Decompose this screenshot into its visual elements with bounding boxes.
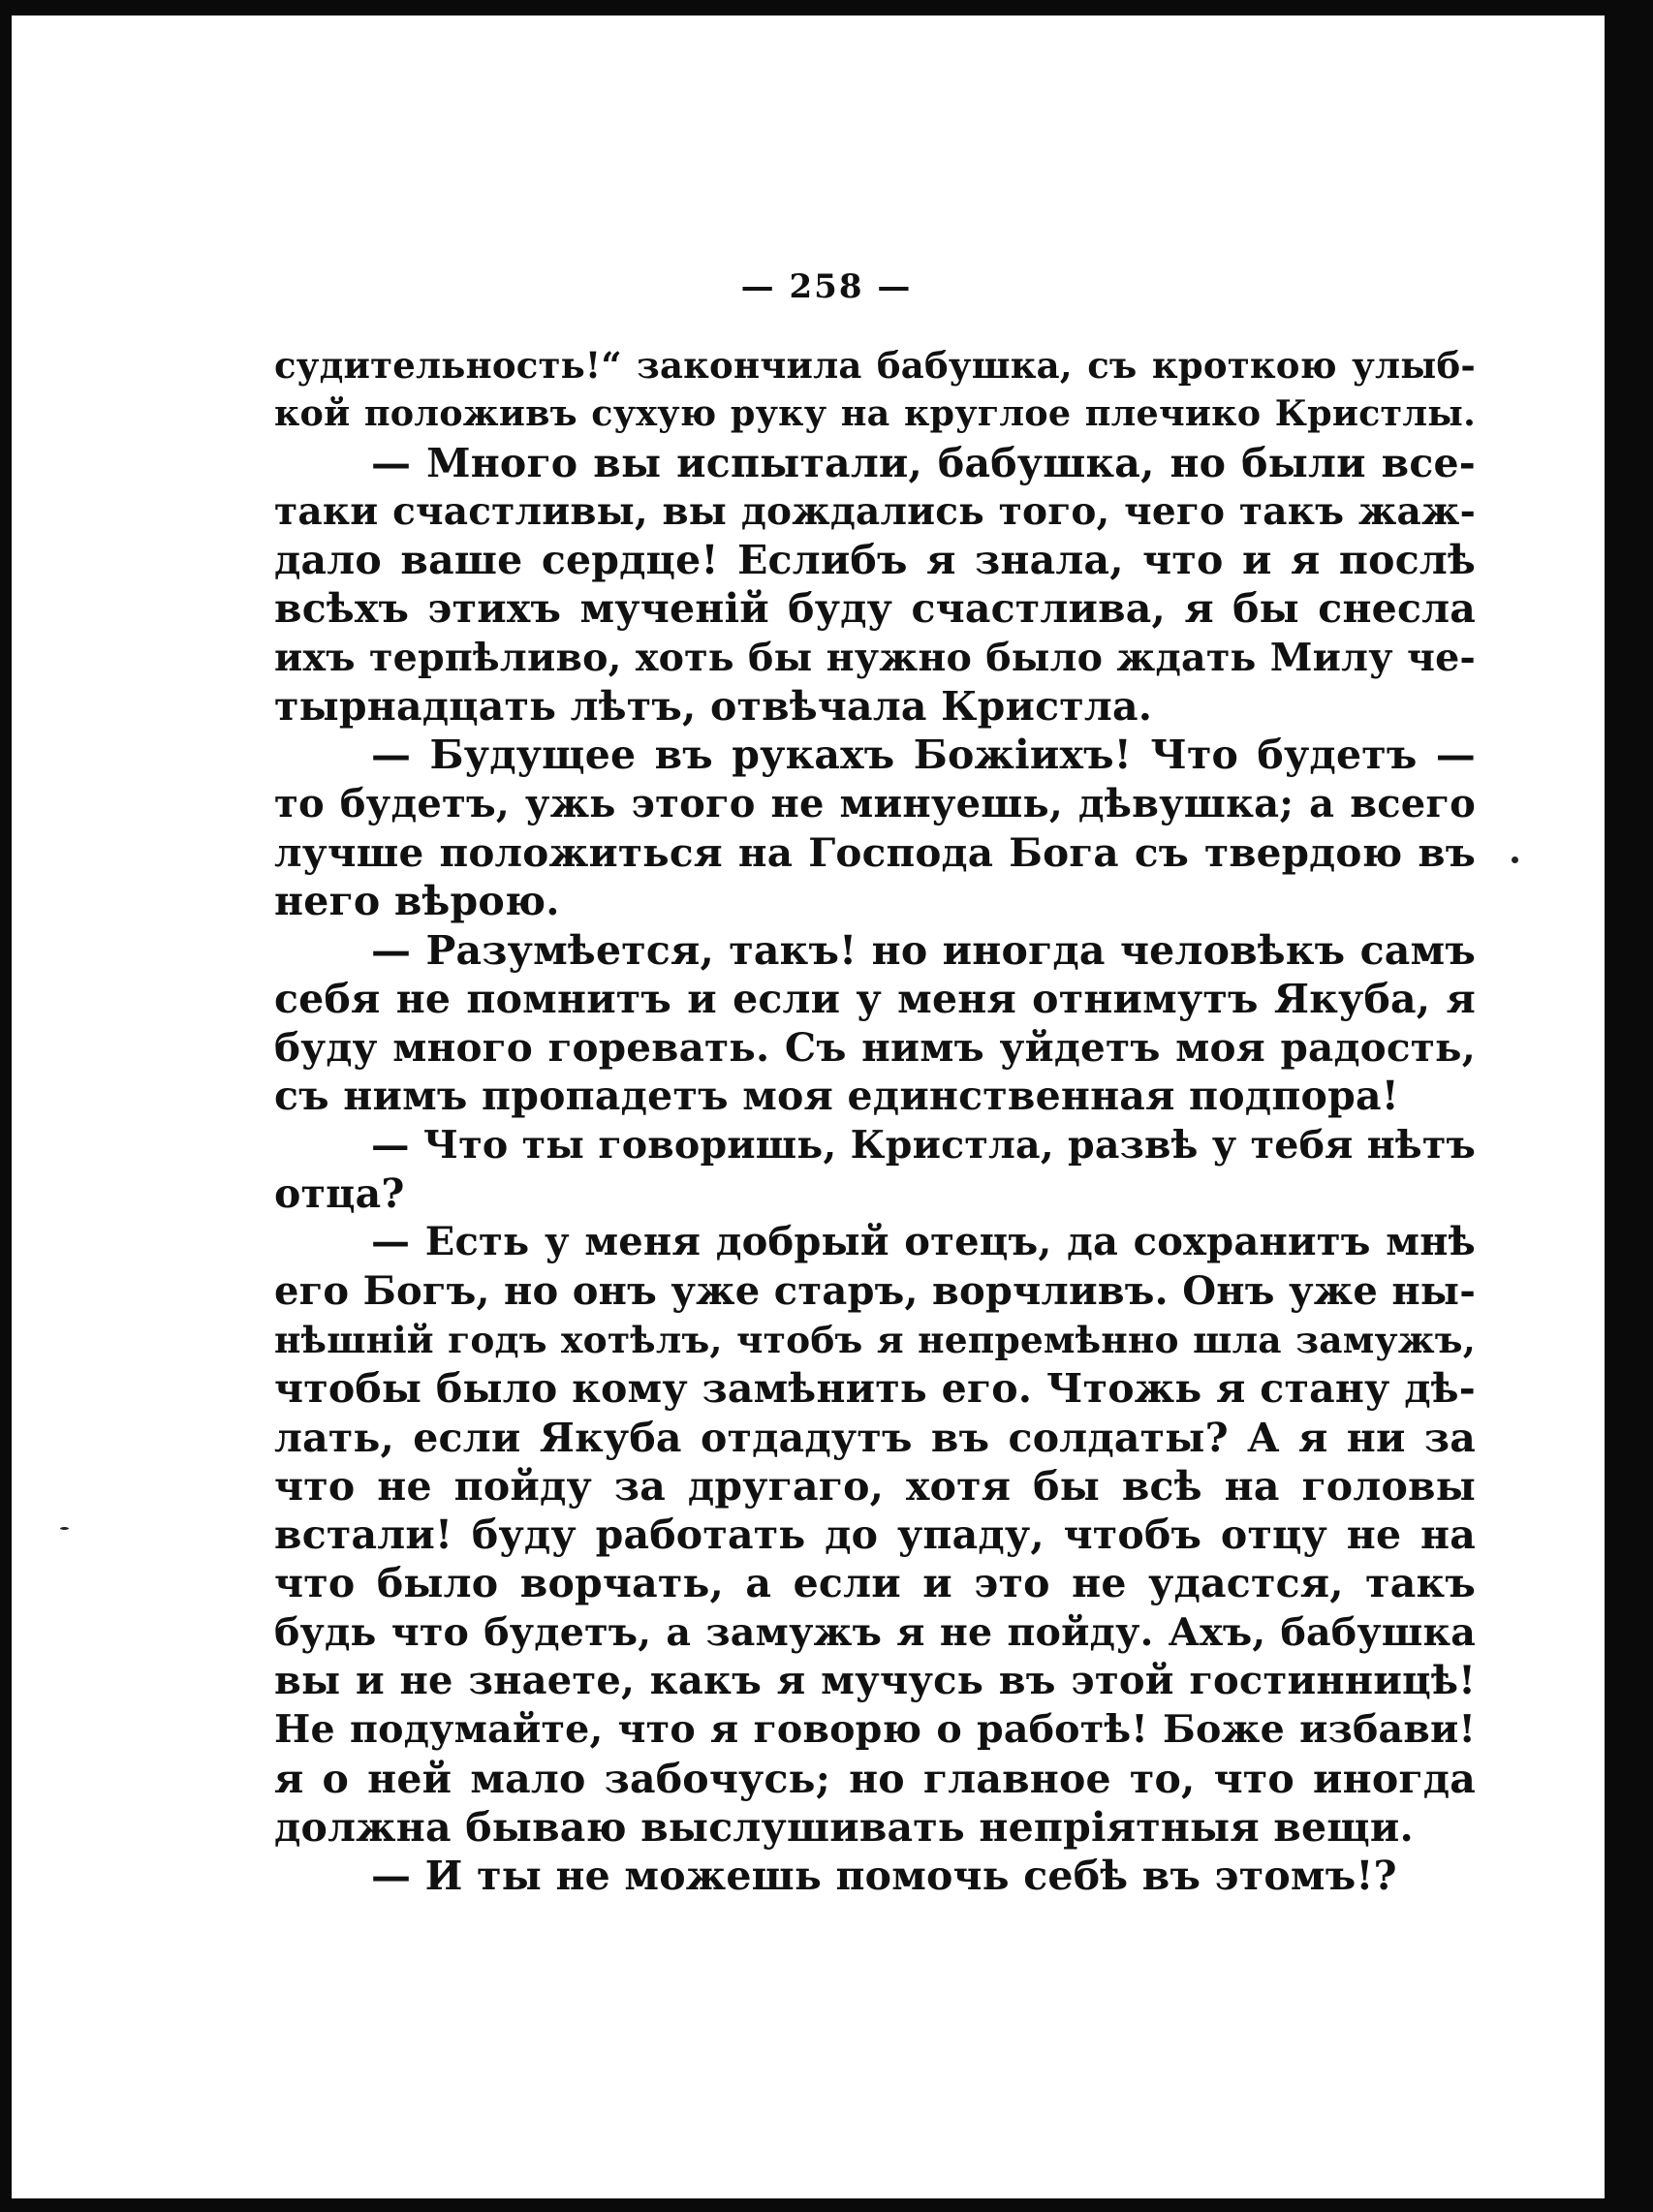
text-line: него вѣрою. bbox=[274, 878, 560, 925]
scan-border-left bbox=[0, 0, 12, 2212]
text-line: — Много вы испытали, бабушка, но были все- bbox=[371, 439, 1476, 486]
text-line: чтобы было кому замѣнить его. Чтожь я стану дѣ- bbox=[274, 1365, 1476, 1413]
scan-speck bbox=[60, 1527, 69, 1530]
text-line: тырнадцать лѣтъ, отвѣчала Кристла. bbox=[274, 683, 1153, 731]
text-line: что было ворчать, а если и это не удастся, такъ bbox=[274, 1560, 1476, 1607]
scan-border-bottom bbox=[0, 2198, 1653, 2212]
text-line: дало ваше сердце! Еслибъ я знала, что и я послѣ bbox=[274, 537, 1476, 584]
text-line: всѣхъ этихъ мученій буду счастлива, я бы снесла bbox=[274, 585, 1476, 633]
text-line: лать, если Якуба отдадутъ въ солдаты? А я ни за bbox=[274, 1414, 1476, 1461]
text-line: себя не помнитъ и если у меня отнимутъ Якуба, я bbox=[274, 975, 1476, 1022]
text-line: что не пойду за другаго, хотя бы всѣ на головы bbox=[274, 1462, 1476, 1510]
text-line: — Будущее въ рукахъ Божіихъ! Что будетъ — bbox=[371, 732, 1476, 779]
text-line: съ нимъ пропадетъ моя единственная подпора! bbox=[274, 1073, 1399, 1120]
text-line: — Есть у меня добрый отецъ, да сохранитъ мнѣ bbox=[371, 1219, 1476, 1265]
text-line: Не подумайте, что я говорю о работѣ! Боже избави! bbox=[274, 1707, 1476, 1753]
text-line: судительность!“ закончила бабушка, съ кроткою улыб- bbox=[274, 344, 1476, 387]
scan-border-right bbox=[1605, 0, 1653, 2212]
text-line: встали! буду работать до упаду, чтобъ отцу не на bbox=[274, 1511, 1476, 1559]
text-line: отца? bbox=[274, 1170, 405, 1218]
page-number: — 258 — bbox=[740, 267, 913, 306]
text-line: таки счастливы, вы дождались того, чего такъ жаж- bbox=[274, 488, 1476, 534]
text-line: я о ней мало забочусь; но главное то, что иногда bbox=[274, 1755, 1476, 1802]
scan-border-top bbox=[0, 0, 1653, 16]
text-line: лучше положиться на Господа Бога съ твердою въ bbox=[274, 828, 1476, 876]
text-line: — Разумѣется, такъ! но иногда человѣкъ самъ bbox=[371, 926, 1476, 974]
text-line: будь что будетъ, а замужъ я не пойду. Ахъ, бабушка bbox=[274, 1609, 1476, 1655]
text-line: ихъ терпѣливо, хоть бы нужно было ждать Милу че- bbox=[274, 635, 1476, 680]
text-line: его Богъ, но онъ уже старъ, ворчливъ. Онъ уже ны- bbox=[274, 1267, 1476, 1314]
scan-border-right-gap bbox=[1601, 16, 1605, 2201]
text-line: то будетъ, ужь этого не минуешь, дѣвушка; а всего bbox=[274, 780, 1476, 826]
text-line: — Что ты говоришь, Кристла, развѣ у тебя нѣтъ bbox=[371, 1122, 1476, 1168]
body-text bbox=[274, 341, 1476, 1901]
text-line: вы и не знаете, какъ я мучусь въ этой гостинницѣ! bbox=[274, 1658, 1476, 1704]
text-line: буду много горевать. Съ нимъ уйдетъ моя радость, bbox=[274, 1024, 1476, 1072]
text-line: — И ты не можешь помочь себѣ въ этомъ!? bbox=[371, 1853, 1397, 1900]
text-line: кой положивъ сухую руку на круглое плечико Кристлы. bbox=[274, 392, 1476, 435]
text-line: должна бываю выслушивать непріятныя вещи. bbox=[274, 1803, 1414, 1851]
text-line: нѣшній годъ хотѣлъ, чтобъ я непремѣнно шла замужъ, bbox=[274, 1318, 1476, 1361]
scan-speck bbox=[1512, 857, 1518, 863]
